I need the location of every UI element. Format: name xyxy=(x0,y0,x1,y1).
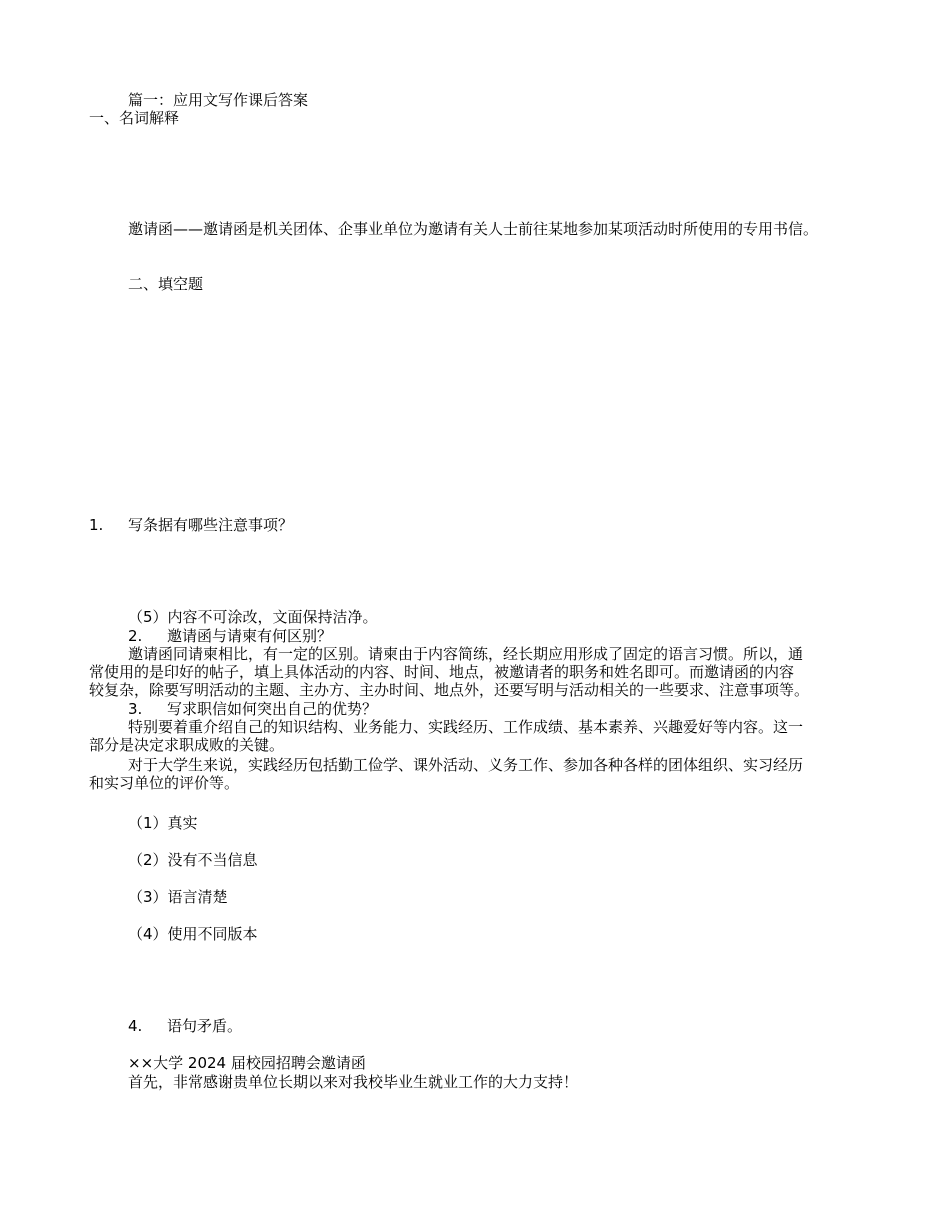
question-text: 语句矛盾。 xyxy=(167,1017,243,1035)
answer-line: 部分是决定求职成败的关键。 xyxy=(89,736,285,754)
question-text: 写求职信如何突出自己的优势？ xyxy=(167,700,378,718)
question-2 xyxy=(128,627,332,645)
question-number: 3. xyxy=(128,700,143,718)
question-3 xyxy=(128,700,377,718)
question-4 xyxy=(128,1017,242,1035)
list-item: （2）没有不当信息 xyxy=(128,851,258,869)
answer-line: 对于大学生来说，实践经历包括勤工俭学、课外活动、义务工作、参加各种各样的团体组织、实习经历 xyxy=(128,756,804,774)
question-1 xyxy=(89,516,293,534)
doc-heading: 篇一：应用文写作课后答案 xyxy=(128,91,309,109)
list-item: （1）真实 xyxy=(128,814,198,832)
question-number: 1. xyxy=(89,516,104,534)
question-text: 邀请函与请柬有何区别？ xyxy=(167,627,333,645)
answer-line: 较复杂，除要写明活动的主题、主办方、主办时间、地点外，还要写明与活动相关的一些要求、注意事项等。 xyxy=(89,681,810,699)
answer-line: 邀请函同请柬相比，有一定的区别。请柬由于内容简练，经长期应用形成了固定的语言习惯。所以，通 xyxy=(128,645,804,663)
answer-line: 特别要着重介绍自己的知识结构、业务能力、实践经历、工作成绩、基本素养、兴趣爱好等内容。这一 xyxy=(128,718,804,736)
section-title-fill-blank: 二、填空题 xyxy=(128,275,204,293)
list-item: （3）语言清楚 xyxy=(128,888,228,906)
answer-line: 常使用的是印好的帖子，填上具体活动的内容、时间、地点，被邀请者的职务和姓名即可。而邀请函的内容 xyxy=(89,663,795,681)
question-number: 2. xyxy=(128,627,143,645)
answer-item-5: （5）内容不可涂改，文面保持洁净。 xyxy=(128,608,378,626)
answer-line: 和实习单位的评价等。 xyxy=(89,774,240,792)
section-title-definitions: 一、名词解释 xyxy=(89,109,180,127)
question-number: 4. xyxy=(128,1017,143,1035)
letter-title: ××大学 2024 届校园招聘会邀请函 xyxy=(128,1054,366,1072)
definition-paragraph: 邀请函——邀请函是机关团体、企事业单位为邀请有关人士前往某地参加某项活动时所使用的专用书信。 xyxy=(128,220,819,238)
list-item: （4）使用不同版本 xyxy=(128,925,258,943)
letter-body: 首先，非常感谢贵单位长期以来对我校毕业生就业工作的大力支持！ xyxy=(128,1073,579,1091)
question-text: 写条据有哪些注意事项？ xyxy=(128,516,294,534)
